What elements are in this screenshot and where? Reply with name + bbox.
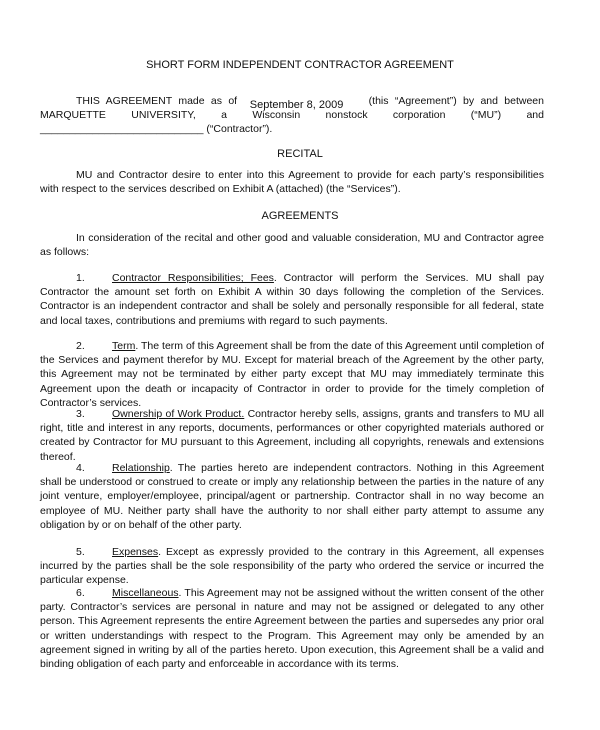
- section-text: . Except as expressly provided to the contrary in this Agreement, all expenses incurred by the parties shall be the sole responsibility of the party who ordered the service or incurred the particular expense.: [40, 546, 544, 587]
- agreements-heading: AGREEMENTS: [261, 210, 339, 222]
- section-title: Relationship: [112, 462, 170, 474]
- section-text: . The parties hereto are independent contractors. Nothing in this Agreement shall be understood or construed to create or imply any relationship between the parties in the nature of any joint venture, employer/employee, principal/agent or partnership. Contractor shall in no way become an employee of MU. Neither party shall have the authority to nor shall either party attempt to assume any obligation by or on behalf of the other party.: [40, 462, 544, 531]
- agreements-intro-text: In consideration of the recital and other good and valuable consideration, MU and Contractor agree as follows:: [40, 232, 544, 259]
- intro-lead: THIS AGREEMENT made as of: [76, 95, 238, 107]
- section-2: [40, 339, 544, 410]
- document-title: SHORT FORM INDEPENDENT CONTRACTOR AGREEMENT: [146, 59, 454, 71]
- recital-text: MU and Contractor desire to enter into this Agreement to provide for each party’s responsibilities with respect to the services described on Exhibit A (attached) (the “Services”).: [40, 169, 544, 196]
- section-1: [40, 271, 544, 328]
- section-number: 4.: [76, 462, 85, 474]
- section-number: 2.: [76, 340, 85, 352]
- section-title: Term: [112, 340, 136, 352]
- agreement-date: September 8, 2009: [249, 99, 344, 111]
- section-5: [40, 545, 544, 588]
- section-title: Expenses: [112, 546, 159, 558]
- section-text: . Contractor will perform the Services. MU shall pay Contractor the amount set forth on Exhibit A within 30 days following the completion of the Services. Contractor is an independent contractor and shall be solely and personally responsible for all federal, state and local taxes, contributions and premiums with regard to such payments.: [40, 272, 544, 327]
- intro-paragraph: [40, 94, 544, 137]
- section-6: [40, 586, 544, 671]
- section-4: [40, 461, 544, 532]
- section-title: Miscellaneous: [112, 587, 179, 599]
- section-number: 1.: [76, 272, 85, 284]
- section-3: [40, 407, 544, 464]
- section-text: . This Agreement may not be assigned without the written consent of the other party. Contractor’s services are personal in nature and may not be assigned or delegated to any other person. This Agreement represents the entire Agreement between the parties and supersedes any prior oral or written understandings with respect to the Program. This Agreement may only be amended by an agreement signed in writing by all of the parties hereto. Upon execution, this Agreement shall be a valid and binding obligation of each party and enforceable in accordance with its terms.: [40, 587, 544, 671]
- recital-paragraph: [40, 168, 544, 196]
- section-number: 3.: [76, 408, 85, 420]
- recital-heading: RECITAL: [277, 148, 323, 160]
- intro-rest: (this “Agreement”) by and between MARQUETTE UNIVERSITY, a Wisconsin nonstock corporation (“MU”) and ____________________________ (“Contractor”).: [40, 95, 544, 136]
- section-title: Contractor Responsibilities; Fees: [112, 272, 274, 284]
- agreements-intro: [40, 231, 544, 259]
- section-title: Ownership of Work Product.: [112, 408, 245, 420]
- section-number: 6.: [76, 587, 85, 599]
- section-number: 5.: [76, 546, 85, 558]
- section-text: Contractor hereby sells, assigns, grants and transfers to MU all right, title and interest in any reports, documents, performances or other copyrighted materials authored or created by Contractor for MU pursuant to this Agreement, including all copyrights, renewals and extensions thereof.: [40, 408, 544, 463]
- section-text: . The term of this Agreement shall be from the date of this Agreement until completion of the Services and payment therefor by MU. Except for material breach of the Agreement by the other party, this Agreement may not be terminated by either party except that MU may immediately terminate this Agreement upon the death or incapacity of Contractor in order to provide for the timely completion of Contractor’s services.: [40, 340, 544, 409]
